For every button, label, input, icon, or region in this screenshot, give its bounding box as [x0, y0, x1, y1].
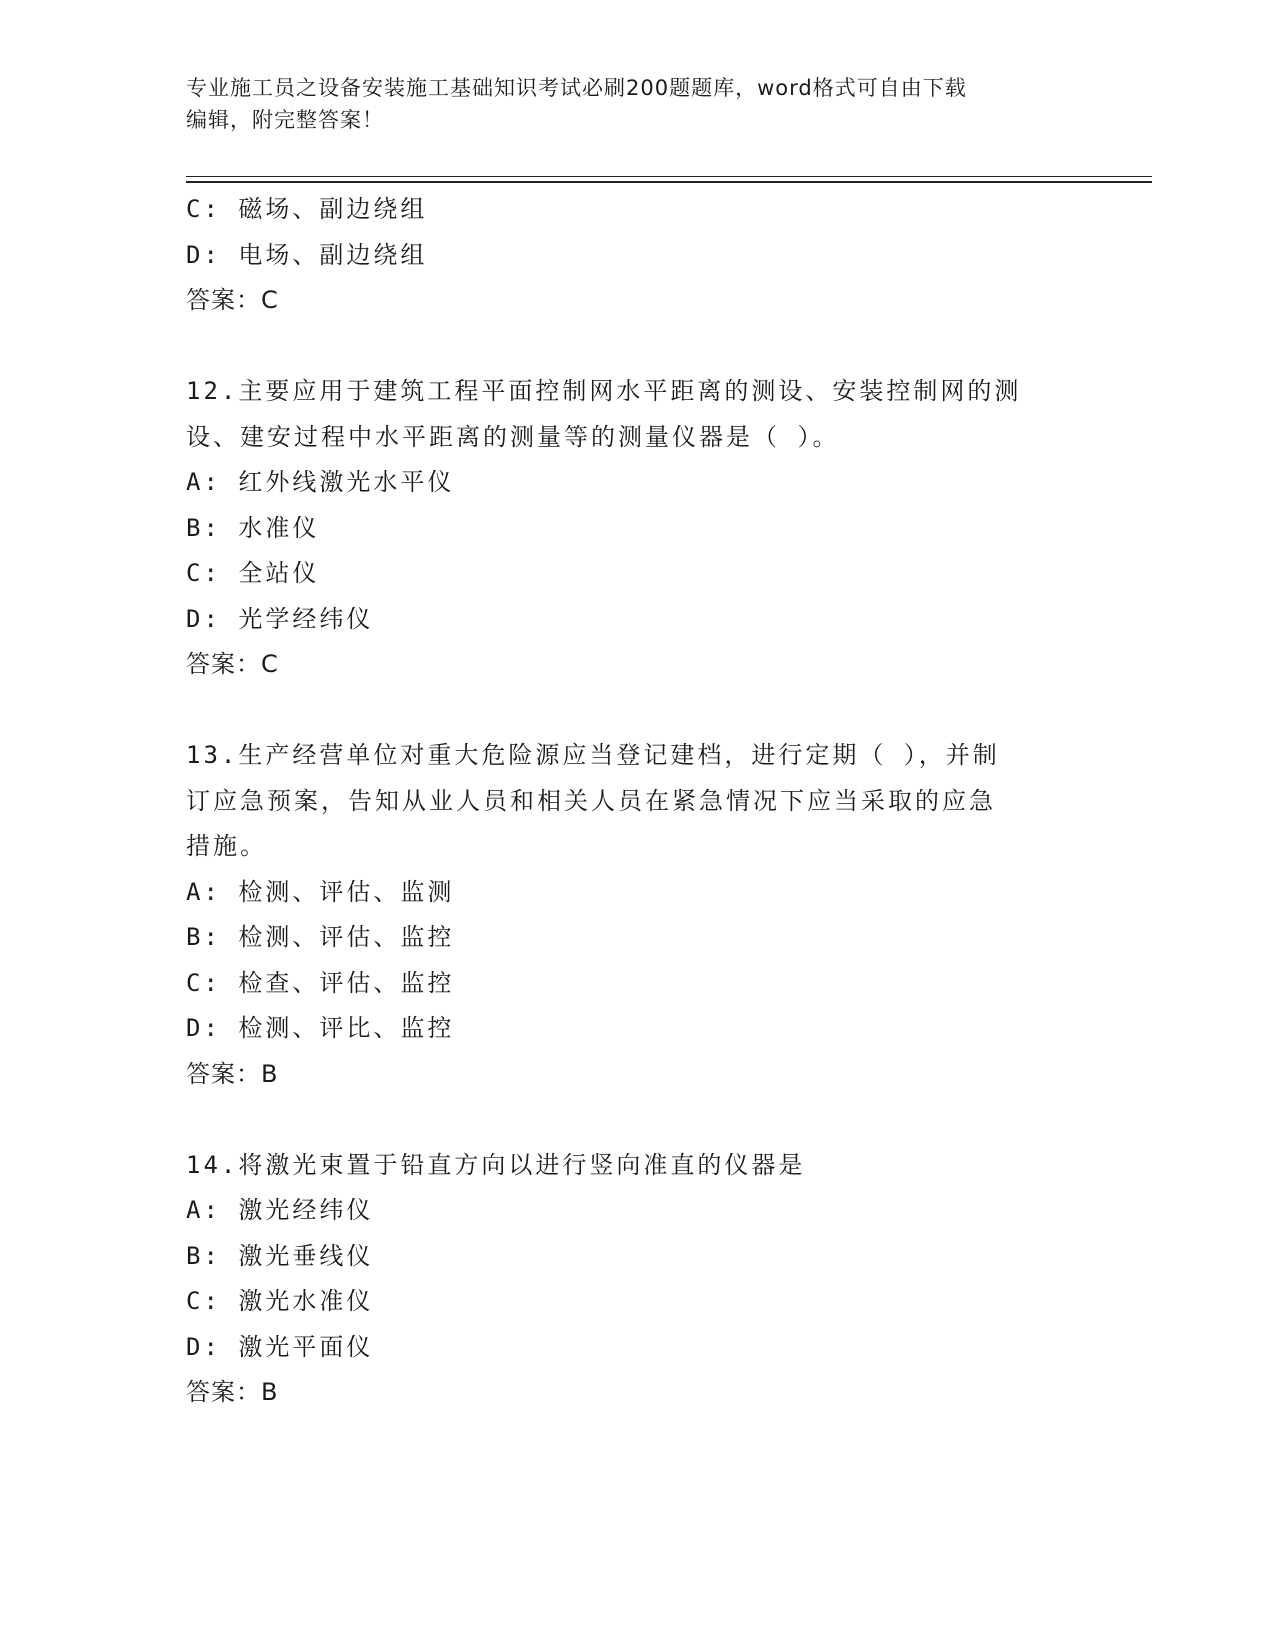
question-13-answer: 答案：B	[186, 1059, 279, 1088]
header-divider-thin	[186, 176, 1152, 177]
question-13-stem-line1: 13.生产经营单位对重大危险源应当登记建档，进行定期（ ），并制	[186, 741, 1000, 769]
question-11-option-c: C: 磁场、副边绕组	[186, 195, 428, 223]
question-13-option-d: D: 检测、评比、监控	[186, 1014, 455, 1042]
question-14	[186, 1143, 1086, 1416]
question-11-answer: 答案：C	[186, 286, 279, 314]
question-spacer	[186, 688, 1086, 734]
question-14-option-b: B: 激光垂线仪	[186, 1241, 374, 1270]
question-14-option-c: C: 激光水准仪	[186, 1287, 374, 1315]
question-14-answer: 答案：B	[186, 1378, 279, 1406]
header-title-line2: 编辑，附完整答案！	[186, 108, 384, 132]
question-12-stem-line2: 设、建安过程中水平距离的测量等的测量仪器是（ ）。	[186, 422, 840, 451]
question-12-option-d: D: 光学经纬仪	[186, 604, 374, 633]
question-13-option-c: C: 检查、评估、监控	[186, 968, 455, 997]
question-13-stem-line2: 订应急预案，告知从业人员和相关人员在紧急情况下应当采取的应急	[186, 786, 996, 815]
header-divider-thick	[186, 181, 1152, 183]
question-13-option-b: B: 检测、评估、监控	[186, 923, 455, 951]
question-11-option-d: D: 电场、副边绕组	[186, 240, 428, 269]
question-12	[186, 369, 1086, 688]
question-12-option-b: B: 水准仪	[186, 513, 320, 542]
question-12-stem-line1: 12.主要应用于建筑工程平面控制网水平距离的测设、安装控制网的测	[186, 377, 1022, 405]
question-14-option-d: D: 激光平面仪	[186, 1332, 374, 1361]
question-spacer	[186, 324, 1086, 370]
document-header	[186, 72, 1066, 136]
question-14-option-a: A: 激光经纬仪	[186, 1196, 374, 1224]
question-13-stem-line3: 措施。	[186, 832, 267, 860]
question-13-option-a: A: 检测、评估、监测	[186, 877, 455, 906]
question-12-option-a: A: 红外线激光水平仪	[186, 468, 455, 496]
question-12-answer: 答案：C	[186, 650, 279, 678]
question-12-option-c: C: 全站仪	[186, 559, 320, 587]
question-11	[186, 187, 1086, 324]
question-spacer	[186, 1097, 1086, 1143]
question-list	[186, 187, 1086, 1416]
header-title-line1: 专业施工员之设备安装施工基础知识考试必刷200题题库，word格式可自由下载	[186, 76, 967, 100]
question-14-stem-line1: 14.将激光束置于铅直方向以进行竖向准直的仪器是	[186, 1150, 806, 1179]
question-13	[186, 733, 1086, 1097]
